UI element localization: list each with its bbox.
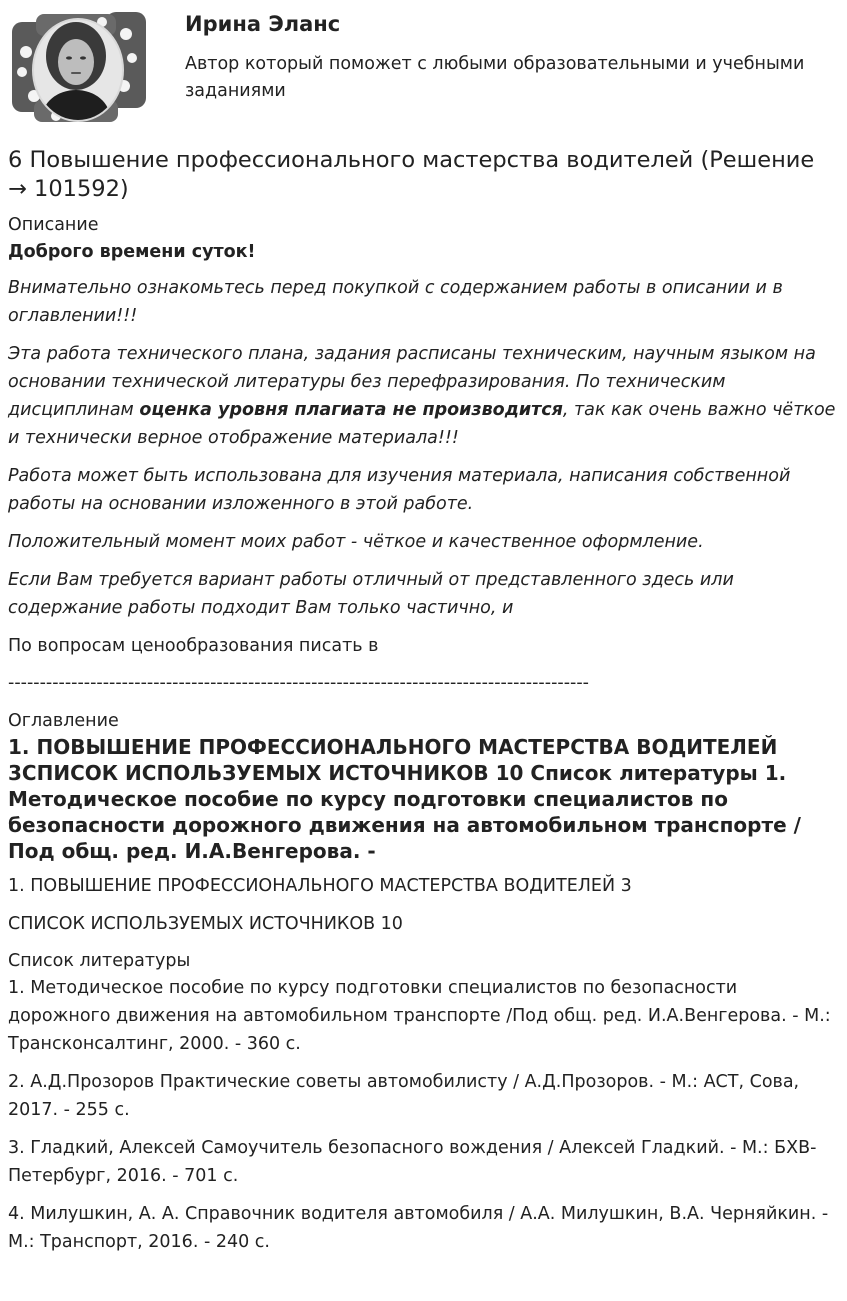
reference-item: 1. Методическое пособие по курсу подготовки специалистов по безопасности дорожного движения на автомобильном транспорте /Под общ. ред. И.А.Венгерова. - М.: Трансконсалтинг, 2000. - 360 с. xyxy=(8,978,831,1054)
paragraph-2-bold: оценка уровня плагиата не производится xyxy=(139,400,563,420)
description-paragraph-3: Работа может быть использована для изучения материала, написания собственной работы на основании изложенного в этой работе. xyxy=(8,466,791,514)
description-label: Описание xyxy=(8,215,99,235)
description-paragraph-4: Положительный момент моих работ - чёткое и качественное оформление. xyxy=(8,532,704,552)
pricing-contact-text: По вопросам ценообразования писать в xyxy=(8,636,379,656)
paragraph-2-start: Эта работа технического плана, задания расписаны техническим, научным языком на основании технической литературы без перефразирования. По техническим дисциплинам xyxy=(8,344,816,420)
film-frame-avatar-image xyxy=(6,6,152,128)
references-label: Список литературы xyxy=(8,951,191,971)
description-paragraph-1: Внимательно ознакомьтесь перед покупкой с содержанием работы в описании и в оглавлении!!! xyxy=(8,278,783,326)
author-avatar[interactable] xyxy=(6,6,152,128)
description-paragraph-2 xyxy=(8,340,840,452)
work-title: 6 Повышение профессионального мастерства водителей (Решение → 101592) xyxy=(8,147,815,202)
description-paragraph-5: Если Вам требуется вариант работы отличный от представленного здесь или содержание работы подходит Вам только частично, и xyxy=(8,570,734,618)
author-description: Автор который поможет с любыми образовательными и учебными заданиями xyxy=(185,54,805,101)
author-header xyxy=(0,0,847,140)
reference-item: 4. Милушкин, А. А. Справочник водителя автомобиля / А.А. Милушкин, В.А. Черняйкин. - М.: Транспорт, 2016. - 240 с. xyxy=(8,1204,829,1252)
toc-item: СПИСОК ИСПОЛЬЗУЕМЫХ ИСТОЧНИКОВ 10 xyxy=(8,914,403,934)
reference-item: 3. Гладкий, Алексей Самоучитель безопасного вождения / Алексей Гладкий. - М.: БХВ-Петербург, 2016. - 701 с. xyxy=(8,1138,817,1186)
toc-bold-block: 1. ПОВЫШЕНИЕ ПРОФЕССИОНАЛЬНОГО МАСТЕРСТВА ВОДИТЕЛЕЙ 3СПИСОК ИСПОЛЬЗУЕМЫХ ИСТОЧНИКОВ 10 Список литературы 1. Методическое пособие по курсу подготовки специалистов по безопасности дорожного движения на автомобильном транспорте /Под общ. ред. И.А.Венгерова. - xyxy=(8,735,801,863)
toc-item: 1. ПОВЫШЕНИЕ ПРОФЕССИОНАЛЬНОГО МАСТЕРСТВА ВОДИТЕЛЕЙ 3 xyxy=(8,876,632,896)
work-content xyxy=(8,146,840,1266)
section-divider: -------------------------------------------------------------------------------------------- xyxy=(8,673,589,693)
reference-item: 2. А.Д.Прозоров Практические советы автомобилисту / А.Д.Прозоров. - М.: АСТ, Сова, 2017. - 255 с. xyxy=(8,1072,800,1120)
paragraph-2-end: , так как очень важно чёткое и технически верное отображение материала!!! xyxy=(8,400,836,448)
toc-label: Оглавление xyxy=(8,711,119,731)
author-name[interactable]: Ирина Эланс xyxy=(185,12,341,36)
greeting-text: Доброго времени суток! xyxy=(8,242,256,262)
